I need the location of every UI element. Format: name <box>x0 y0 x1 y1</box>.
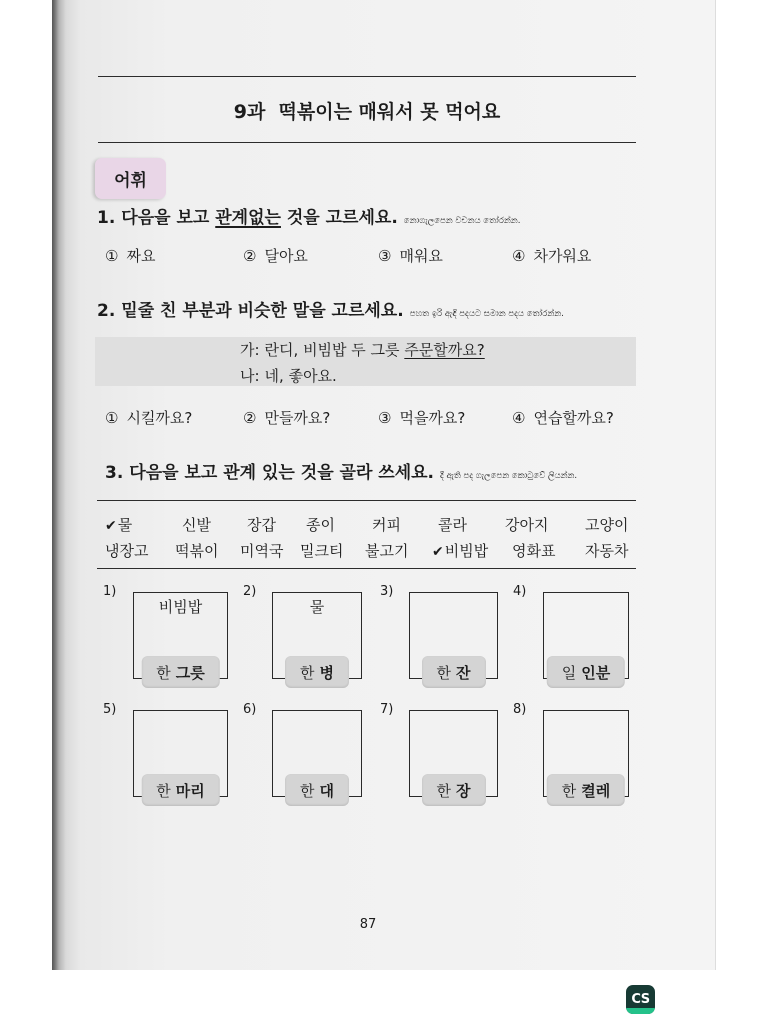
answer-text: 비빔밥 <box>158 598 203 616</box>
word-bank-word: 비빔밥 <box>444 542 489 560</box>
counter-prefix: 한 <box>156 781 171 800</box>
word-bank-item <box>300 542 343 560</box>
word-bank-word: 영화표 <box>512 542 556 560</box>
dialogue-speaker: 가: <box>240 341 260 359</box>
q2-choice-3 <box>378 409 465 427</box>
instruction-text: 밑줄 친 부분과 비슷한 말을 고르세요. <box>121 301 404 321</box>
instruction-underlined-word: 관계없는 <box>215 208 281 228</box>
question-1-instruction <box>97 208 520 231</box>
word-bank-item <box>306 516 335 534</box>
counter-label <box>141 656 219 688</box>
word-bank-word: 떡볶이 <box>175 542 219 560</box>
word-bank-word: 콜라 <box>438 516 467 534</box>
sinhala-translation: දී ඇති පද ගැලපෙන කොටුවේ ලියන්න. <box>440 471 578 481</box>
question-2-instruction <box>97 301 564 324</box>
counter-label <box>285 656 349 688</box>
word-bank-item <box>372 516 401 534</box>
counter-unit: 마리 <box>175 781 205 800</box>
q1-choice-1 <box>105 247 155 265</box>
choice-text: 시킬까요? <box>126 409 193 427</box>
counter-unit: 그릇 <box>175 663 205 682</box>
word-bank-item <box>585 516 628 534</box>
word-bank-word: 자동차 <box>585 542 629 560</box>
instruction-text: 것을 고르세요. <box>280 208 398 228</box>
answer-text: 물 <box>309 598 325 616</box>
logo-accent-band <box>626 1008 655 1014</box>
word-bank-word: 물 <box>117 516 133 534</box>
dialogue-text: 란디, 비빔밥 두 그릇 <box>264 341 405 359</box>
word-bank-word: 미역국 <box>240 542 284 560</box>
question-number: 1. <box>97 208 116 228</box>
word-bank-item <box>240 542 283 560</box>
answer-box <box>409 710 498 800</box>
counter-unit: 켤레 <box>581 781 611 800</box>
answer-box <box>272 592 362 682</box>
counter-label <box>285 774 349 806</box>
choice-text: 먹을까요? <box>399 409 466 427</box>
header-top-rule <box>98 76 636 77</box>
word-bank-item <box>105 542 148 560</box>
dialogue-underlined-phrase: 주문할까요? <box>404 341 485 359</box>
q1-choice-3 <box>378 247 443 265</box>
check-mark-icon <box>105 518 117 534</box>
question-number: 2. <box>97 301 116 321</box>
word-bank-bottom-rule <box>97 568 636 569</box>
counter-unit: 대 <box>319 781 334 800</box>
word-bank-word: 커피 <box>372 516 401 534</box>
dialogue-text: 네, 좋아요. <box>264 367 337 385</box>
box-number: 1) <box>103 584 117 599</box>
dialogue-speaker: 나: <box>240 367 260 385</box>
word-bank-word: 종이 <box>306 516 335 534</box>
word-bank-word: 장갑 <box>247 516 276 534</box>
counter-prefix: 한 <box>300 781 315 800</box>
word-bank-word: 냉장고 <box>105 542 149 560</box>
word-bank-item <box>247 516 276 534</box>
word-bank-item <box>175 542 218 560</box>
counter-prefix: 일 <box>561 663 577 682</box>
counter-unit: 인분 <box>581 663 611 682</box>
q2-choice-2 <box>243 409 330 427</box>
choice-text: 만들까요? <box>264 409 331 427</box>
question-3-instruction <box>105 463 577 486</box>
section-tag-vocabulary <box>95 158 166 199</box>
box-number: 6) <box>243 702 257 717</box>
q1-choice-2 <box>243 247 308 265</box>
choice-marker: ② <box>243 409 257 427</box>
choice-marker: ③ <box>378 409 392 427</box>
choice-marker: ① <box>105 247 119 265</box>
answer-box <box>272 710 362 800</box>
box-number: 7) <box>380 702 394 717</box>
box-number: 2) <box>243 584 257 599</box>
word-bank-top-rule <box>97 500 636 501</box>
choice-marker: ④ <box>512 247 526 265</box>
answer-box <box>543 710 629 800</box>
answer-box <box>409 592 498 682</box>
counter-label <box>547 774 625 806</box>
q2-choice-1 <box>105 409 192 427</box>
logo-text: CS <box>631 992 650 1007</box>
counter-label <box>422 656 486 688</box>
choice-text: 달아요 <box>264 247 308 265</box>
word-bank-item <box>432 542 488 561</box>
instruction-text: 다음을 보고 관계 있는 것을 골라 쓰세요. <box>129 463 435 483</box>
box-number: 5) <box>103 702 117 717</box>
answer-box <box>543 592 629 682</box>
counter-label <box>547 656 625 688</box>
word-bank-item <box>182 516 211 534</box>
sinhala-translation: පහත ඉරි ඇඳි පදයට සමාන පදය තෝරන්න. <box>409 309 564 319</box>
counter-label <box>141 774 219 806</box>
counter-prefix: 한 <box>300 663 315 682</box>
word-bank-item <box>105 516 132 535</box>
box-number: 8) <box>513 702 527 717</box>
word-bank-item <box>512 542 555 560</box>
q1-choice-4 <box>512 247 591 265</box>
instruction-text: 다음을 보고 <box>121 208 216 228</box>
answer-box <box>133 710 228 800</box>
word-bank-word: 고양이 <box>585 516 629 534</box>
counter-unit: 잔 <box>456 663 471 682</box>
choice-text: 매워요 <box>399 247 443 265</box>
word-bank-word: 신발 <box>182 516 211 534</box>
word-bank-word: 불고기 <box>365 542 409 560</box>
question-number: 3. <box>105 463 124 483</box>
counter-prefix: 한 <box>156 663 171 682</box>
section-tag-label: 어휘 <box>114 171 147 191</box>
word-bank-item <box>365 542 408 560</box>
counter-prefix: 한 <box>436 663 451 682</box>
choice-marker: ① <box>105 409 119 427</box>
q2-choice-4 <box>512 409 614 427</box>
box-number: 3) <box>380 584 394 599</box>
choice-marker: ③ <box>378 247 392 265</box>
choice-text: 짜요 <box>126 247 156 265</box>
check-mark-icon <box>432 544 444 560</box>
word-bank-item <box>585 542 628 560</box>
header-bottom-rule <box>98 142 636 143</box>
sinhala-translation: නොගැලපෙන වචනය තෝරන්න. <box>403 216 521 226</box>
answer-box <box>133 592 228 682</box>
choice-marker: ④ <box>512 409 526 427</box>
counter-prefix: 한 <box>436 781 451 800</box>
choice-marker: ② <box>243 247 257 265</box>
choice-text: 연습할까요? <box>533 409 614 427</box>
word-bank-word: 강아지 <box>505 516 549 534</box>
counter-prefix: 한 <box>561 781 577 800</box>
counter-unit: 장 <box>456 781 471 800</box>
word-bank-item <box>438 516 467 534</box>
camscanner-logo <box>626 985 655 1014</box>
dialogue-line-b <box>240 367 337 385</box>
counter-label <box>422 774 486 806</box>
page-number: 87 <box>359 917 377 932</box>
dialogue-band <box>95 337 636 386</box>
choice-text: 차가워요 <box>533 247 592 265</box>
word-bank-item <box>505 516 548 534</box>
dialogue-line-a <box>240 341 485 359</box>
lesson-title: 9과 떡볶이는 매워서 못 먹어요 <box>233 101 501 123</box>
box-number: 4) <box>513 584 527 599</box>
word-bank-word: 밀크티 <box>300 542 344 560</box>
counter-unit: 병 <box>319 663 334 682</box>
